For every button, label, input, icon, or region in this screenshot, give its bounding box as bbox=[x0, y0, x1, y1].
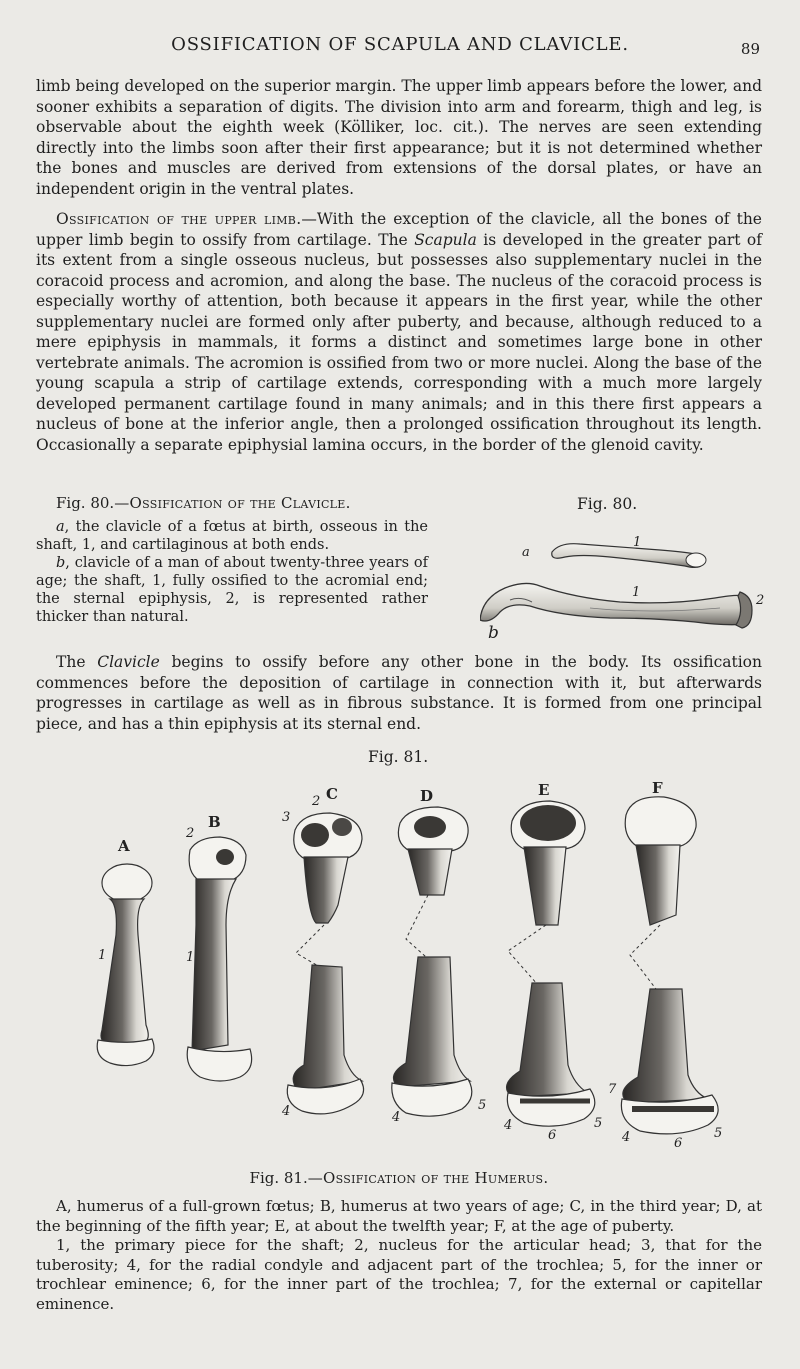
humerus-d bbox=[392, 807, 472, 1116]
fig81-letter-e: E bbox=[538, 781, 550, 799]
paragraph-limb-development bbox=[36, 76, 762, 199]
fig80-caption-title: —Ossification of the Clavicle. bbox=[114, 494, 351, 512]
fig81-num-b2: 2 bbox=[186, 826, 195, 841]
page-number: 89 bbox=[740, 40, 760, 58]
fig81-num-c4: 4 bbox=[282, 1104, 291, 1119]
paragraph-text: The bbox=[56, 653, 98, 671]
paragraph-clavicle bbox=[36, 652, 762, 734]
term-scapula: Scapula bbox=[414, 230, 477, 249]
paragraph-text: begins to ossify before any other bone in the body. Its ossification commences before the deposition of cartilage in connection with it, but afterwards progresses in cartilage as well as in fibrous substance. It is formed from one principal piece, and has a thin epiphysis at its sternal end. bbox=[36, 653, 762, 733]
fig81-num-f6: 6 bbox=[674, 1136, 683, 1151]
humerus-f bbox=[621, 797, 718, 1134]
fig80-label-b: b bbox=[488, 623, 499, 640]
fig81-num-b1: 1 bbox=[186, 950, 195, 965]
fig81-num-f4: 4 bbox=[622, 1130, 631, 1145]
fig81-letter-f: F bbox=[652, 779, 663, 797]
fig81-num-d5: 5 bbox=[478, 1098, 487, 1113]
humerus-c bbox=[287, 813, 363, 1114]
fig81-num-c3: 3 bbox=[282, 810, 291, 825]
fetal-clavicle bbox=[552, 544, 706, 568]
fig81-legend bbox=[36, 1197, 762, 1314]
paragraph-upper-limb-ossification bbox=[36, 209, 762, 455]
fig81-num-e4: 4 bbox=[504, 1118, 513, 1133]
fig80-label-a: a bbox=[522, 545, 530, 560]
fig80-text-b: , clavicle of a man of about twenty-three years of age; the shaft, 1, fully ossified to the acromial end; the sternal epiphysis, 2, is represented rather thicker than natural. bbox=[36, 555, 428, 625]
fig81-letter-a: A bbox=[118, 837, 130, 855]
fig80-label-b1: 1 bbox=[632, 585, 641, 600]
fig81-num-a1: 1 bbox=[98, 948, 107, 963]
fig80-caption-number: Fig. 80. bbox=[56, 494, 115, 512]
running-head: OSSIFICATION OF SCAPULA AND CLAVICLE. bbox=[171, 34, 629, 55]
fig80-label-b2: 2 bbox=[756, 593, 765, 608]
fig80-label: Fig. 80. bbox=[577, 495, 638, 513]
term-clavicle: Clavicle bbox=[97, 653, 160, 671]
fig81-label: Fig. 81. bbox=[368, 748, 429, 766]
fig80-caption bbox=[36, 494, 428, 626]
fig81-num-d4: 4 bbox=[392, 1110, 401, 1125]
fig81-legend-numbers: 1, the primary piece for the shaft; 2, nucleus for the articular head; 3, that for the tuberosity; 4, for the radial condyle and adjacent part of the trochlea; 5, for the inner or trochlear eminence; 6, for the inner part of the trochlea; 7, for the external or capitellar eminence. bbox=[36, 1236, 762, 1313]
fig81-num-e6: 6 bbox=[548, 1128, 557, 1143]
fig81-letter-c: C bbox=[326, 785, 338, 803]
fig81-legend-stages: A, humerus of a full-grown fœtus; B, humerus at two years of age; C, in the third year; D, at the beginning of the fifth year; E, at about the twelfth year; F, at the age of puberty. bbox=[36, 1197, 762, 1235]
fig81-caption-title: —Ossification of the Humerus. bbox=[307, 1169, 549, 1187]
humerus-b bbox=[187, 837, 251, 1081]
fig81-letter-b: B bbox=[208, 813, 221, 831]
fig81-caption bbox=[36, 1168, 762, 1189]
humerus-e bbox=[507, 801, 595, 1126]
paragraph-text: limb being developed on the superior margin. The upper limb appears before the lower, and sooner exhibits a separation of digits. The division into arm and forearm, thigh and leg, is observable about the eighth week (Kölliker, loc. cit.). The nerves are seen extending directly into the limbs soon after their first appearance; but it is not determined whether the bones and muscles are derived from extensions of the dorsal plates, or have an independent origin in the ventral plates. bbox=[36, 77, 762, 198]
humerus-illustration bbox=[80, 775, 740, 1155]
fig81-num-f5: 5 bbox=[714, 1126, 723, 1141]
fig81-num-c2: 2 bbox=[312, 794, 321, 809]
page-header bbox=[30, 30, 770, 60]
fig80-key-b: b bbox=[56, 555, 66, 571]
fig81-num-f7: 7 bbox=[608, 1082, 617, 1097]
section-heading: Ossification of the upper limb. bbox=[56, 210, 302, 228]
fig80-label-a1: 1 bbox=[633, 535, 642, 550]
fig81-letter-d: D bbox=[420, 787, 434, 805]
humerus-a bbox=[97, 864, 154, 1066]
paragraph-text: is developed in the greater part of its extent from a single osseous nucleus, but possesses also supplementary nuclei in the coracoid process and acromion, and along the base. The nucleus of the coracoid process is especially worthy of attention, both because it appears in the first year, while the other supplementary nuclei are formed only after puberty, and because, although reduced to a mere epiphysis in mammals, it forms a distinct and sometimes large bone in other vertebrate animals. The acromion is ossified from two or more nuclei. Along the base of the young scapula a strip of cartilage extends, corresponding with a much more largely developed permanent cartilage found in many animals; and in this there first appears a nucleus of bone at the inferior angle, then a prolonged ossification throughout its length. Occasionally a separate epiphysial lamina occurs, in the border of the glenoid cavity. bbox=[36, 230, 763, 454]
adult-clavicle bbox=[480, 583, 752, 628]
fig81-caption-number: Fig. 81. bbox=[249, 1169, 308, 1187]
fig81-num-e5: 5 bbox=[594, 1116, 603, 1131]
paragraph-text: —With the exception of the clavicle, all the bones of the upper limb begin to ossify from cartilage. The bbox=[36, 210, 762, 249]
fig80-text-a: , the clavicle of a fœtus at birth, osseous in the shaft, 1, and cartilaginous at both ends. bbox=[36, 519, 428, 553]
clavicle-illustration bbox=[480, 530, 780, 640]
fig80-key-a: a bbox=[56, 519, 65, 535]
